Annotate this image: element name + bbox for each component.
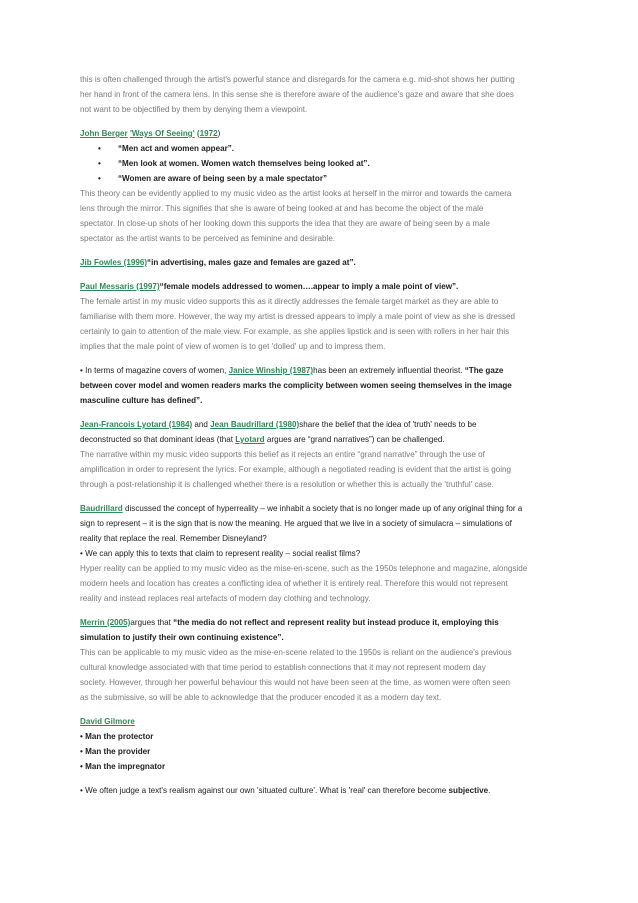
merrin-author-link[interactable]: Merrin (2005): [80, 618, 131, 627]
text-line: • We can apply this to texts that claim to represent reality – social realist films?: [80, 549, 361, 558]
quote-text: “Men act and women appear”.: [118, 144, 235, 153]
list-item: • Man the impregnator: [80, 762, 166, 771]
quote-text: “Men look at women. Women watch themselves being looked at”.: [118, 159, 370, 168]
berger-close-paren: ): [217, 129, 221, 138]
lyotard-line-2: [80, 432, 564, 447]
text-line: The narrative within my music video supports this belief as it rejects an entire “grand narrative” through the use of: [80, 450, 485, 459]
text-line: spectator as the artist wants to be perceived as feminine and desirable.: [80, 234, 336, 243]
winship-author-link[interactable]: Janice Winship (1987): [228, 366, 314, 375]
baudrillard-author-link[interactable]: Jean Baudrillard (1980): [210, 420, 300, 429]
lyotard-text: share the belief that the idea of 'truth' needs to be: [299, 420, 477, 429]
lyotard-link[interactable]: Lyotard: [235, 435, 265, 444]
messaris-paragraph: [80, 294, 564, 354]
merrin-paragraph: [80, 645, 564, 705]
document-page: [80, 72, 564, 798]
baudrillard-line: [80, 501, 564, 516]
winship-quote-line: between cover model and women readers marks the complicity between women seeing themselves in the image: [80, 381, 512, 390]
text-line: amplification in order to represent the lyrics. For example, although a negotiated reading is evident that the artist is going: [80, 465, 512, 474]
messaris-author-link[interactable]: Paul Messaris (1997): [80, 282, 160, 291]
lyotard-and: and: [192, 420, 211, 429]
text-line: lens through the mirror. This signifies that she is aware of being looked at and has become the object of the male: [80, 204, 484, 213]
bullet-icon: •: [98, 174, 101, 183]
intro-paragraph: [80, 72, 564, 117]
text-line: familiarise with them more. However, the way my artist is dressed appears to imply a male point of view as she is dressed: [80, 312, 515, 321]
messaris-line: [80, 279, 564, 294]
text-line: implies that the male point of view of women is to get 'dolled' up and to impress them.: [80, 342, 386, 351]
text-line: certainly to gain to attention of the male view. For example, as she applies lipstick and is seen with rollers in her hair this: [80, 327, 510, 336]
text-line: The female artist in my music video supports this as it directly addresses the female target market as they are able to: [80, 297, 499, 306]
fowles-line: [80, 255, 564, 270]
closing-line: [80, 783, 564, 798]
berger-book-link[interactable]: 'Ways Of Seeing': [129, 129, 195, 138]
fowles-quote: “in advertising, males gaze and females are gazed at”.: [147, 258, 356, 267]
text-line: through a post-relationship it is challenged whether there is a resolution or whether this is actually the 'truthful' case.: [80, 480, 494, 489]
berger-quote-list: [80, 141, 564, 186]
gilmore-heading: [80, 714, 564, 729]
lyotard-text: argues are “grand narratives”) can be challenged.: [264, 435, 445, 444]
closing-end: .: [488, 786, 491, 795]
winship-quote-line: masculine culture has defined”.: [80, 396, 203, 405]
text-line: modern heels and location has creates a conflicting idea of whether it is entirely real. Therefore this would not represent: [80, 579, 508, 588]
messaris-quote: “female models addressed to women….appear to imply a male point of view”.: [159, 282, 459, 291]
merrin-text: argues that: [130, 618, 174, 627]
berger-author-link[interactable]: John Berger: [80, 129, 128, 138]
merrin-quote: “the media do not reflect and represent reality but instead produce it, employing this: [173, 618, 499, 627]
baudrillard-text: discussed the concept of hyperreality – we inhabit a society that is no longer made up of any original thing for a: [122, 504, 523, 513]
list-item: • Man the provider: [80, 747, 151, 756]
lyotard-paragraph: [80, 447, 564, 492]
merrin-line: [80, 615, 564, 630]
text-line: not want to be objectified by them by denying them a viewpoint.: [80, 105, 308, 114]
winship-prefix: • In terms of magazine covers of women,: [80, 366, 229, 375]
text-line: reality that replace the real. Remember Disneyland?: [80, 534, 267, 543]
bullet-icon: •: [98, 159, 101, 168]
text-line: spectator. In close-up shots of her looking down this supports the idea that they are aware of being seen by a male: [80, 219, 490, 228]
baudrillard-link[interactable]: Baudrillard: [80, 504, 123, 513]
text-line: Hyper reality can be applied to my music video as the mise-en-scene, such as the 1950s telephone and magazine, alongside: [80, 564, 528, 573]
text-line: this is often challenged through the artist's powerful stance and disregards for the camera e.g. mid-shot shows her putting: [80, 75, 515, 84]
text-line: her hand in front of the camera lens. In this sense she is therefore aware of the audience's gaze and aware that she does: [80, 90, 514, 99]
closing-text: • We often judge a text's realism against our own 'situated culture'. What is 'real' can therefore become: [80, 786, 449, 795]
text-line: sign to represent – it is the sign that is now the meaning. He argued that we live in a society of simulacra – simulations of: [80, 519, 512, 528]
lyotard-line: [80, 417, 564, 432]
text-line: reality and instead replaces real artefacts of modern day clothing and technology.: [80, 594, 371, 603]
text-line: society. However, through her powerful behaviour this would not have been seen at the time, as women were often seen: [80, 678, 510, 687]
merrin-quote-line: simulation to justify their own continuing existence”.: [80, 633, 284, 642]
baudrillard-paragraph: [80, 561, 564, 606]
bullet-icon: •: [98, 144, 101, 153]
berger-open-paren[interactable]: (: [196, 129, 200, 138]
berger-heading: [80, 126, 564, 141]
gilmore-author-link[interactable]: David Gilmore: [80, 717, 135, 726]
list-item: • Man the protector: [80, 732, 154, 741]
berger-year-link[interactable]: 1972: [199, 129, 218, 138]
list-item: [80, 141, 564, 156]
text-line: cultural knowledge associated with that time period to establish connections that it may not represent modern day: [80, 663, 486, 672]
text-line: This can be applicable to my music video as the mise-en-scene related to the 1950s is reliant on the audience's previous: [80, 648, 512, 657]
closing-bold: subjective: [448, 786, 489, 795]
berger-paragraph: [80, 186, 564, 246]
text-line: This theory can be evidently applied to my music video as the artist looks at herself in the mirror and towards the camera: [80, 189, 512, 198]
lyotard-author-link[interactable]: Jean-Francois Lyotard (1984): [80, 420, 193, 429]
list-item: [80, 171, 564, 186]
lyotard-text: deconstructed so that dominant ideas (that: [80, 435, 236, 444]
fowles-author-link[interactable]: Jib Fowles (1996): [80, 258, 148, 267]
winship-quote-start: “The gaze: [464, 366, 504, 375]
list-item: [80, 156, 564, 171]
winship-mid: has been an extremely influential theorist.: [313, 366, 465, 375]
quote-text: “Women are aware of being seen by a male spectator”: [118, 174, 328, 183]
text-line: as the submissive, so will be able to acknowledge that the producer encoded it as a modern day text.: [80, 693, 442, 702]
winship-line: [80, 363, 564, 378]
